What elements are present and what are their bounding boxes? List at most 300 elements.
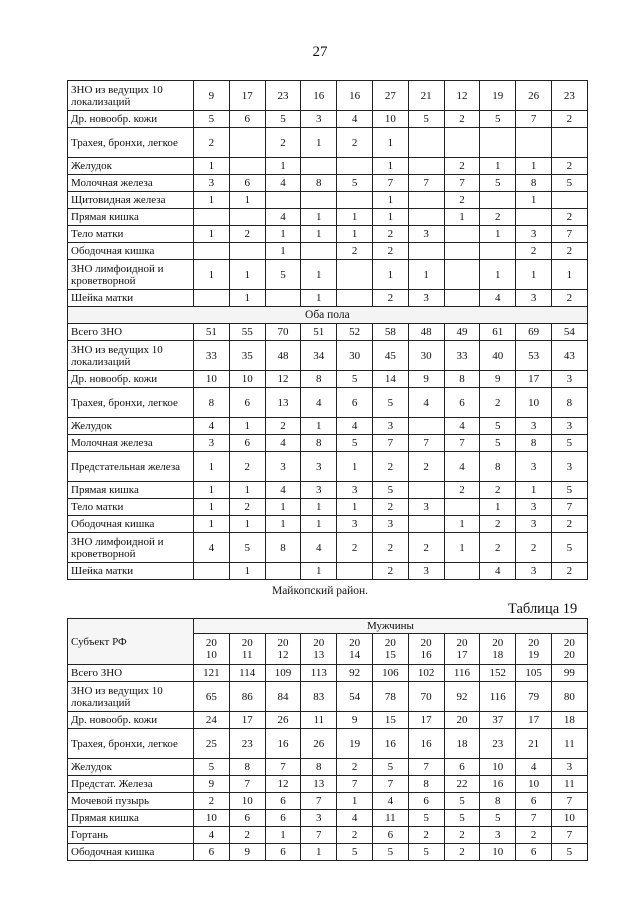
- table-cell: 17: [516, 712, 552, 729]
- row-label: Ободочная кишка: [68, 516, 194, 533]
- table-cell: 1: [229, 482, 265, 499]
- table-row: [68, 533, 588, 563]
- table-cell: 21: [516, 729, 552, 759]
- year-suffix: 12: [277, 649, 289, 661]
- table-cell: 69: [516, 324, 552, 341]
- table-cell: 5: [337, 371, 373, 388]
- table-cell: 7: [372, 776, 408, 793]
- table-cell: 114: [229, 665, 265, 682]
- year-header: [194, 634, 230, 665]
- table-cell: 2: [408, 533, 444, 563]
- table-row: [68, 128, 588, 158]
- table-cell: 2: [194, 793, 230, 810]
- table-cell: 12: [265, 371, 301, 388]
- table-row: [68, 209, 588, 226]
- table-cell: 113: [301, 665, 337, 682]
- table-cell: 6: [372, 827, 408, 844]
- row-label: Всего ЗНО: [68, 665, 194, 682]
- table-cell: 2: [551, 209, 587, 226]
- table-cell: 48: [408, 324, 444, 341]
- table-cell: 61: [480, 324, 516, 341]
- table-cell: 12: [444, 81, 480, 111]
- table-cell: 10: [229, 793, 265, 810]
- table-cell: [229, 243, 265, 260]
- table-cell: 6: [229, 388, 265, 418]
- table-cell: 2: [551, 290, 587, 307]
- table-cell: 34: [301, 341, 337, 371]
- table-cell: 3: [301, 482, 337, 499]
- table-cell: 17: [229, 712, 265, 729]
- table-row: [68, 563, 588, 580]
- table-cell: 35: [229, 341, 265, 371]
- table-cell: 92: [337, 665, 373, 682]
- table-cell: 55: [229, 324, 265, 341]
- table-cell: [408, 128, 444, 158]
- table-cell: 1: [337, 452, 373, 482]
- table-cell: 23: [229, 729, 265, 759]
- table-row: [68, 226, 588, 243]
- table-cell: 19: [337, 729, 373, 759]
- table-cell: 17: [516, 371, 552, 388]
- table-cell: 3: [516, 418, 552, 435]
- table-cell: 16: [480, 776, 516, 793]
- table-cell: 8: [480, 452, 516, 482]
- table-cell: 2: [516, 243, 552, 260]
- year-header: [551, 634, 587, 665]
- table-cell: 2: [372, 452, 408, 482]
- table-row: [68, 482, 588, 499]
- table-cell: [194, 243, 230, 260]
- table-cell: 33: [194, 341, 230, 371]
- table-cell: 26: [265, 712, 301, 729]
- table-cell: [229, 158, 265, 175]
- table-cell: 10: [480, 844, 516, 861]
- year-century: 20: [241, 637, 253, 649]
- table-cell: 5: [480, 435, 516, 452]
- table-cell: 2: [408, 827, 444, 844]
- table-cell: 2: [551, 516, 587, 533]
- both-sexes-rows: [68, 324, 588, 580]
- table-cell: 17: [229, 81, 265, 111]
- table-cell: 7: [551, 226, 587, 243]
- table-cell: 13: [301, 776, 337, 793]
- table-cell: 1: [337, 793, 373, 810]
- table-cell: 2: [444, 158, 480, 175]
- table-cell: 7: [444, 175, 480, 192]
- table-cell: 19: [480, 81, 516, 111]
- table-cell: 9: [229, 844, 265, 861]
- row-label: Прямая кишка: [68, 810, 194, 827]
- table-cell: 7: [408, 435, 444, 452]
- row-label: ЗНО из ведущих 10 локализаций: [68, 682, 194, 712]
- table-cell: 10: [372, 111, 408, 128]
- table-cell: 1: [301, 418, 337, 435]
- row-label: ЗНО лимфоидной и кроветворной: [68, 260, 194, 290]
- table-cell: 2: [551, 563, 587, 580]
- table-cell: [551, 128, 587, 158]
- table-row: [68, 81, 588, 111]
- table-cell: 10: [194, 810, 230, 827]
- row-label: Др. новообр. кожи: [68, 712, 194, 729]
- table-cell: 49: [444, 324, 480, 341]
- table-cell: 1: [372, 192, 408, 209]
- table-cell: [480, 243, 516, 260]
- row-label: Др. новообр. кожи: [68, 371, 194, 388]
- table-cell: 3: [301, 111, 337, 128]
- row-label: Др. новообр. кожи: [68, 111, 194, 128]
- table-cell: 3: [516, 516, 552, 533]
- table-cell: [194, 290, 230, 307]
- table-cell: 6: [229, 175, 265, 192]
- table-cell: 6: [516, 844, 552, 861]
- table-cell: 22: [444, 776, 480, 793]
- year-suffix: 17: [456, 649, 468, 661]
- table-cell: 4: [444, 418, 480, 435]
- table-cell: 3: [516, 499, 552, 516]
- table-cell: 10: [229, 371, 265, 388]
- table-row: [68, 729, 588, 759]
- table-cell: 1: [480, 499, 516, 516]
- table-cell: 1: [372, 260, 408, 290]
- table-cell: 1: [337, 499, 373, 516]
- table-cell: 7: [372, 435, 408, 452]
- men-incidence-table: [67, 618, 588, 861]
- table-row: [68, 793, 588, 810]
- table-cell: 4: [194, 533, 230, 563]
- table-cell: 17: [408, 712, 444, 729]
- row-label: Шейка матки: [68, 290, 194, 307]
- table-cell: 4: [301, 388, 337, 418]
- table-cell: 23: [480, 729, 516, 759]
- table-cell: 2: [408, 452, 444, 482]
- table-cell: 7: [408, 175, 444, 192]
- table-cell: 58: [372, 324, 408, 341]
- table-cell: 5: [444, 793, 480, 810]
- year-header: [408, 634, 444, 665]
- section-heading-both-sexes: Оба пола: [68, 307, 588, 324]
- table-cell: 52: [337, 324, 373, 341]
- table-row: [68, 776, 588, 793]
- page-number: 27: [312, 44, 328, 60]
- table-cell: 6: [229, 435, 265, 452]
- group-header-men: Мужчины: [194, 619, 588, 634]
- table-cell: 5: [337, 175, 373, 192]
- table-cell: 23: [265, 81, 301, 111]
- table-cell: 4: [265, 209, 301, 226]
- table-cell: 1: [194, 260, 230, 290]
- table-cell: 1: [194, 158, 230, 175]
- year-century: 20: [277, 637, 289, 649]
- table-cell: 10: [194, 371, 230, 388]
- table-cell: 3: [551, 418, 587, 435]
- table-cell: 4: [301, 533, 337, 563]
- table-cell: 2: [229, 499, 265, 516]
- table-cell: 70: [265, 324, 301, 341]
- table-cell: 99: [551, 665, 587, 682]
- table-cell: 12: [265, 776, 301, 793]
- table-cell: 1: [372, 128, 408, 158]
- table-cell: 25: [194, 729, 230, 759]
- table-cell: 3: [551, 452, 587, 482]
- table-cell: [265, 192, 301, 209]
- table-cell: 1: [301, 563, 337, 580]
- table-row: [68, 827, 588, 844]
- table-cell: 1: [480, 226, 516, 243]
- table-cell: 1: [372, 209, 408, 226]
- year-century: 20: [492, 637, 504, 649]
- table-cell: 7: [551, 499, 587, 516]
- table-cell: 2: [480, 482, 516, 499]
- table-cell: 5: [194, 759, 230, 776]
- table-cell: 3: [551, 371, 587, 388]
- table-row: [68, 665, 588, 682]
- table-cell: 5: [337, 844, 373, 861]
- table-cell: 8: [265, 533, 301, 563]
- table-cell: 3: [516, 290, 552, 307]
- table-cell: [229, 209, 265, 226]
- table-cell: 13: [265, 388, 301, 418]
- table-row: [68, 759, 588, 776]
- table-cell: 9: [337, 712, 373, 729]
- table-cell: 3: [516, 226, 552, 243]
- table-cell: 5: [194, 111, 230, 128]
- table-cell: 2: [337, 128, 373, 158]
- table-cell: 10: [516, 776, 552, 793]
- table-cell: 33: [444, 341, 480, 371]
- table-row: [68, 844, 588, 861]
- table-cell: [444, 563, 480, 580]
- year-header: [372, 634, 408, 665]
- table-cell: 2: [372, 243, 408, 260]
- table-cell: 3: [372, 516, 408, 533]
- year-header: [337, 634, 373, 665]
- table-cell: 9: [194, 81, 230, 111]
- table-cell: 11: [301, 712, 337, 729]
- table-cell: 3: [408, 563, 444, 580]
- row-label: Шейка матки: [68, 563, 194, 580]
- table-cell: 16: [372, 729, 408, 759]
- table-cell: [337, 158, 373, 175]
- table-cell: [408, 516, 444, 533]
- table-cell: 5: [408, 111, 444, 128]
- table-cell: 4: [444, 452, 480, 482]
- year-header: [229, 634, 265, 665]
- table-cell: 3: [516, 563, 552, 580]
- year-header: [265, 634, 301, 665]
- table-row: [68, 682, 588, 712]
- table-cell: 1: [516, 482, 552, 499]
- table-cell: 8: [301, 175, 337, 192]
- table-cell: [301, 243, 337, 260]
- table-cell: 8: [408, 776, 444, 793]
- table-cell: 1: [194, 226, 230, 243]
- table-cell: [444, 290, 480, 307]
- table-cell: 116: [444, 665, 480, 682]
- table-cell: 8: [516, 435, 552, 452]
- table-cell: 2: [337, 533, 373, 563]
- table-row: [68, 341, 588, 371]
- table-cell: 1: [265, 516, 301, 533]
- table-cell: 1: [229, 418, 265, 435]
- table-cell: 86: [229, 682, 265, 712]
- table-cell: 102: [408, 665, 444, 682]
- table-cell: [408, 158, 444, 175]
- row-label: Всего ЗНО: [68, 324, 194, 341]
- table-cell: 1: [301, 128, 337, 158]
- row-label: Желудок: [68, 418, 194, 435]
- table-cell: 5: [265, 111, 301, 128]
- table-cell: 4: [480, 290, 516, 307]
- table-cell: 83: [301, 682, 337, 712]
- table-cell: [229, 128, 265, 158]
- year-century: 20: [420, 637, 432, 649]
- table-cell: 8: [301, 371, 337, 388]
- table-cell: [551, 192, 587, 209]
- table-cell: 7: [229, 776, 265, 793]
- table-cell: 6: [229, 111, 265, 128]
- row-label: Трахея, бронхи, легкое: [68, 128, 194, 158]
- table-cell: 1: [229, 290, 265, 307]
- table-cell: 1: [265, 827, 301, 844]
- row-label: Предстательная железа: [68, 452, 194, 482]
- table-cell: 3: [408, 290, 444, 307]
- table-cell: 2: [551, 158, 587, 175]
- year-suffix: 16: [420, 649, 432, 661]
- table-cell: 5: [372, 482, 408, 499]
- table-cell: [265, 290, 301, 307]
- year-suffix: 19: [528, 649, 540, 661]
- year-suffix: 20: [563, 649, 575, 661]
- table-cell: 1: [194, 192, 230, 209]
- men-rows: [68, 665, 588, 861]
- table-cell: 16: [408, 729, 444, 759]
- table-row: [68, 111, 588, 128]
- table-row: [68, 290, 588, 307]
- row-label: ЗНО из ведущих 10 локализаций: [68, 341, 194, 371]
- table-cell: 152: [480, 665, 516, 682]
- row-label: Тело матки: [68, 499, 194, 516]
- table-cell: [408, 482, 444, 499]
- table-cell: 4: [408, 388, 444, 418]
- table-cell: 5: [480, 111, 516, 128]
- year-suffix: 18: [492, 649, 504, 661]
- table-cell: 1: [516, 158, 552, 175]
- table-cell: [337, 290, 373, 307]
- table-cell: 54: [551, 324, 587, 341]
- table-number: Таблица 19: [508, 601, 578, 617]
- table-cell: 6: [516, 793, 552, 810]
- table-cell: 2: [444, 192, 480, 209]
- table-cell: 2: [372, 499, 408, 516]
- year-century: 20: [563, 637, 575, 649]
- table-cell: [408, 243, 444, 260]
- table-cell: 2: [516, 827, 552, 844]
- table-cell: 1: [194, 452, 230, 482]
- table-cell: 20: [444, 712, 480, 729]
- table-cell: 1: [444, 209, 480, 226]
- table-cell: 4: [194, 827, 230, 844]
- table-row: [68, 260, 588, 290]
- table-cell: [408, 418, 444, 435]
- table-cell: 8: [301, 759, 337, 776]
- table-cell: 5: [551, 533, 587, 563]
- table-cell: 65: [194, 682, 230, 712]
- table-cell: 24: [194, 712, 230, 729]
- table-cell: [480, 192, 516, 209]
- table-cell: 8: [301, 435, 337, 452]
- table-cell: 1: [551, 260, 587, 290]
- table-cell: 3: [265, 452, 301, 482]
- table-cell: 45: [372, 341, 408, 371]
- table-cell: 2: [480, 516, 516, 533]
- table-cell: 4: [265, 435, 301, 452]
- table-cell: 6: [444, 388, 480, 418]
- row-label: Предстат. Железа: [68, 776, 194, 793]
- table-row: [68, 435, 588, 452]
- table-cell: 78: [372, 682, 408, 712]
- row-label: Трахея, бронхи, легкое: [68, 388, 194, 418]
- table-cell: 3: [194, 435, 230, 452]
- table-cell: 2: [229, 452, 265, 482]
- table-cell: 15: [372, 712, 408, 729]
- subject-header: Субъект РФ: [68, 619, 194, 665]
- table-cell: 1: [337, 226, 373, 243]
- table-cell: 3: [408, 499, 444, 516]
- table-cell: 121: [194, 665, 230, 682]
- table-cell: 6: [229, 810, 265, 827]
- table-cell: 48: [265, 341, 301, 371]
- table-cell: 3: [516, 452, 552, 482]
- year-century: 20: [205, 637, 217, 649]
- row-label: Молочная железа: [68, 435, 194, 452]
- table-cell: 8: [229, 759, 265, 776]
- table-cell: 4: [337, 111, 373, 128]
- table-cell: 1: [516, 260, 552, 290]
- table-cell: 2: [480, 388, 516, 418]
- row-label: Молочная железа: [68, 175, 194, 192]
- table-row: [68, 371, 588, 388]
- table-row: [68, 158, 588, 175]
- table-cell: 1: [265, 226, 301, 243]
- table-cell: 6: [337, 388, 373, 418]
- table-cell: 116: [480, 682, 516, 712]
- table-cell: 3: [301, 810, 337, 827]
- table-cell: 7: [265, 759, 301, 776]
- table-cell: 11: [551, 776, 587, 793]
- table-cell: 1: [265, 243, 301, 260]
- table-cell: 7: [408, 759, 444, 776]
- table-row: [68, 712, 588, 729]
- table-cell: 3: [408, 226, 444, 243]
- table-cell: 1: [408, 260, 444, 290]
- year-header: [444, 634, 480, 665]
- table-cell: 16: [301, 81, 337, 111]
- table-cell: 53: [516, 341, 552, 371]
- table-row: [68, 243, 588, 260]
- table-cell: 1: [337, 209, 373, 226]
- table-cell: 7: [551, 827, 587, 844]
- table-row: [68, 388, 588, 418]
- table-cell: 3: [372, 418, 408, 435]
- table-cell: 2: [372, 563, 408, 580]
- table-cell: 3: [194, 175, 230, 192]
- table-cell: 6: [265, 844, 301, 861]
- table-cell: 7: [516, 810, 552, 827]
- table-cell: 8: [444, 371, 480, 388]
- year-header: [301, 634, 337, 665]
- table-cell: 1: [301, 290, 337, 307]
- table-cell: [265, 563, 301, 580]
